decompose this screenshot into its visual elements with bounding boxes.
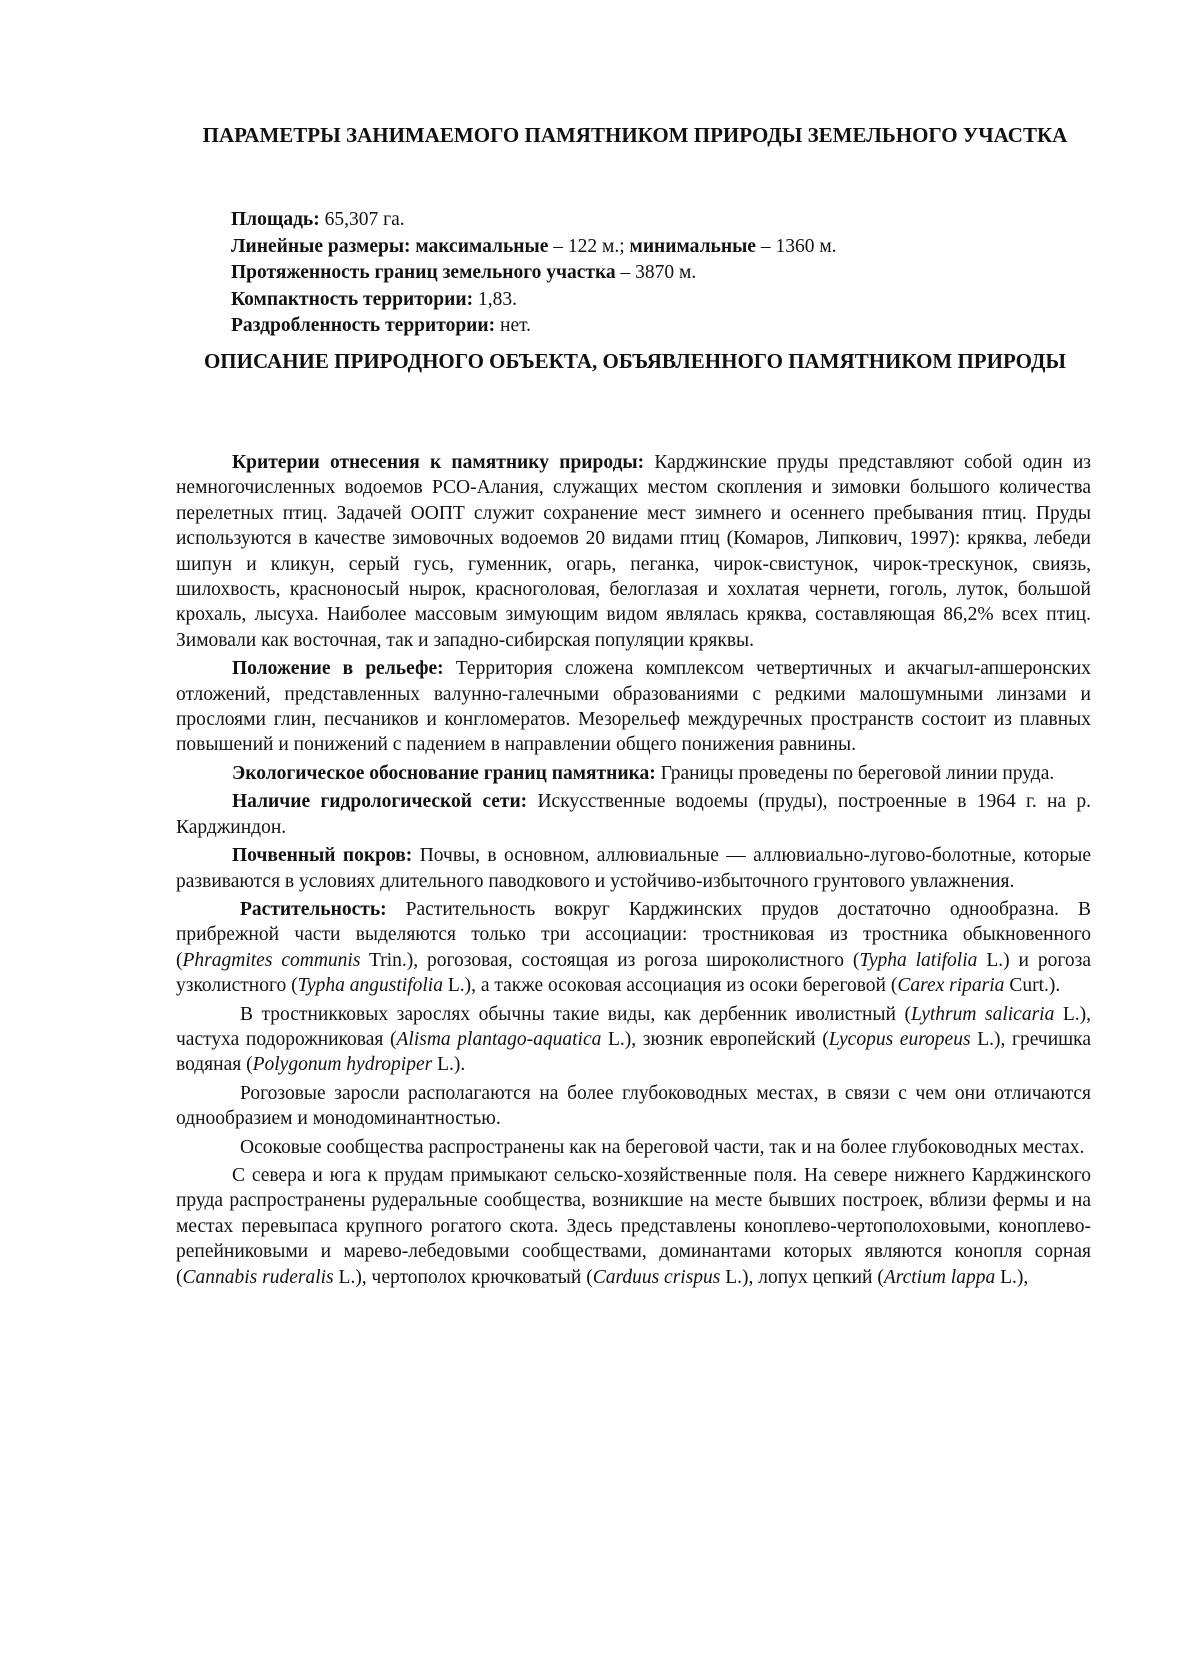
criteria-text: Карджинские пруды представляют собой один из немногочисленных водоемов РСО-Алания, служащих местом скопления и зимовки большого количества перелетных птиц. Задачей ООПТ служит сохранение мест зимнего и осеннего пребывания птиц. Пруды используются в качестве зимовочных водоемов 20 видами птиц (Комаров, Липкович, 1997): кряква, лебеди шипун и кликун, серый гусь, гуменник, огарь, пеганка, чирок-свистунок, чирок-трескунок, свиязь, шилохвость, красноносый нырок, красноголовая, белоглазая и хохлатая чернети, гоголь, луток, большой крохаль, лысуха. Наиболее массовым зимующим видом являлась кряква, составляющая 86,2% всех птиц. Зимовали как восточная, так и западно-сибирская популяции кряквы. (176, 452, 1092, 651)
vegetation-text-2: Trin.), рогозовая, состоящая из рогоза широколистного ( (360, 949, 860, 971)
description-body (176, 450, 1091, 1290)
paragraph-hydrology (176, 789, 1091, 840)
species-cannabis: Cannabis ruderalis (182, 1266, 334, 1288)
param-compact-label: Компактность территории: (231, 288, 474, 310)
paragraph-ecology (176, 761, 1091, 786)
param-compact-value: 1,83. (473, 288, 517, 310)
param-linear-min: – 1360 м. (755, 235, 837, 257)
criteria-label: Критерии отнесения к памятнику природы: (232, 452, 645, 473)
paragraph-reeds (176, 1002, 1091, 1078)
species-lythrum: Lythrum salicaria (910, 1003, 1055, 1025)
fields-text-3: L.), лопух цепкий ( (720, 1266, 884, 1288)
soil-text: Почвы, в основном, аллювиальные — аллювиально-лугово-болотные, которые развиваются в условиях длительного паводкового и устойчиво-избыточного грунтового увлажнения. (176, 845, 1091, 892)
paragraph-sedge: Осоковые сообщества распространены как на береговой части, так и на более глубоководных местах. (240, 1136, 1085, 1158)
species-typha-latifolia: Typha latifolia (859, 949, 978, 971)
reeds-text-5: L.). (432, 1054, 466, 1076)
param-linear-max: – 122 м.; (548, 235, 630, 257)
fields-text-2: L.), чертополох крючковатый ( (333, 1266, 593, 1288)
ecology-text: Границы проведены по береговой линии пруда. (655, 762, 1055, 784)
param-linear-label: Линейные размеры: максимальные (231, 235, 549, 257)
param-fragmentation (231, 313, 837, 340)
param-fragment-value: нет. (495, 315, 532, 336)
param-boundary-value: – 3870 м. (615, 262, 697, 283)
param-boundary-label: Протяженность границ земельного участка (231, 262, 616, 283)
hydro-label: Наличие гидрологической сети: (232, 791, 528, 813)
param-boundary-length (231, 260, 837, 287)
vegetation-text-1: Растительность вокруг Карджинских прудов достаточно однообразна. В прибрежной части выделяются только три ассоциации: тростниковая из тростника обыкновенного ( (176, 898, 1091, 971)
vegetation-text-3: L.) и рогоза узколистного ( (176, 949, 1091, 997)
param-compactness (231, 287, 837, 314)
param-linear-size (231, 234, 837, 261)
species-alisma: Alisma plantago-aquatica (396, 1028, 602, 1050)
param-fragment-label: Раздробленность территории: (231, 315, 496, 336)
paragraph-relief (176, 656, 1091, 758)
paragraph-vegetation (176, 897, 1091, 999)
reeds-text-4: L.), гречишка водяная ( (176, 1028, 1091, 1076)
vegetation-text-4: L.), а также осоковая ассоциация из осоки береговой ( (442, 975, 898, 997)
paragraph-cattail: Рогозовые заросли располагаются на более глубоководных местах, в связи с чем они отличаются однообразием и монодоминантностью. (176, 1082, 1091, 1130)
species-typha-angustifolia: Typha angustifolia (297, 975, 443, 997)
vegetation-label: Растительность: (240, 898, 387, 920)
soil-label: Почвенный покров: (232, 845, 413, 867)
reeds-text-1: В тростникковых зарослях обычны такие виды, как дербенник иволистный ( (240, 1003, 911, 1025)
param-area-label: Площадь: (231, 209, 320, 230)
reeds-text-3: L.), зюзник европейский ( (601, 1028, 829, 1050)
species-carduus: Carduus crispus (592, 1266, 721, 1288)
section-heading-parameters: ПАРАМЕТРЫ ЗАНИМАЕМОГО ПАМЯТНИКОМ ПРИРОДЫ ЗЕМЕЛЬНОГО УЧАСТКА (202, 123, 1068, 147)
species-carex: Carex riparia (897, 975, 1005, 997)
species-arctium: Arctium lappa (883, 1266, 996, 1288)
species-lycopus: Lycopus europeus (828, 1028, 971, 1050)
paragraph-soil (176, 843, 1091, 894)
species-phragmites: Phragmites communis (182, 949, 361, 971)
relief-label: Положение в рельефе: (232, 658, 444, 680)
section-heading-description: ОПИСАНИЕ ПРИРОДНОГО ОБЪЕКТА, ОБЪЯВЛЕННОГО ПАМЯТНИКОМ ПРИРОДЫ (203, 349, 1067, 373)
paragraph-fields (176, 1163, 1091, 1290)
fields-text-1: С севера и юга к прудам примыкают сельско-хозяйственные поля. На севере нижнего Карджинского пруда распространены рудеральные сообщества, возникшие на месте бывших построек, вблизи фермы и на местах перевыпаса крупного рогатого скота. Здесь представлены коноплево-чертополоховыми, коноплево-репейниковыми и марево-лебедовыми сообществами, доминантами которых являются конопля сорная ( (176, 1164, 1091, 1288)
vegetation-text-5: Curt.). (1004, 975, 1061, 997)
relief-text: Территория сложена комплексом четвертичных и акчагыл-апшеронских отложений, представленных валунно-галечными образованиями с редкими малошумными линзами и прослоями глин, песчаников и конгломератов. Мезорельеф междуречных пространств состоит из плавных повышений и понижений с падением в направлении общего понижения равнины. (176, 658, 1091, 756)
fields-text-4: L.), (995, 1266, 1029, 1288)
param-area (231, 207, 837, 234)
species-polygonum: Polygonum hydropiper (252, 1054, 433, 1076)
paragraph-criteria (176, 450, 1091, 653)
parameters-list (231, 207, 837, 340)
param-area-value: 65,307 га. (319, 209, 405, 230)
hydro-text: Искусственные водоемы (пруды), построенные в 1964 г. на р. Карджиндон. (176, 791, 1092, 838)
ecology-label: Экологическое обоснование границ памятника: (232, 762, 656, 784)
reeds-text-2: L.), частуха подорожниковая ( (176, 1003, 1092, 1050)
param-linear-min-label: минимальные (629, 235, 756, 257)
